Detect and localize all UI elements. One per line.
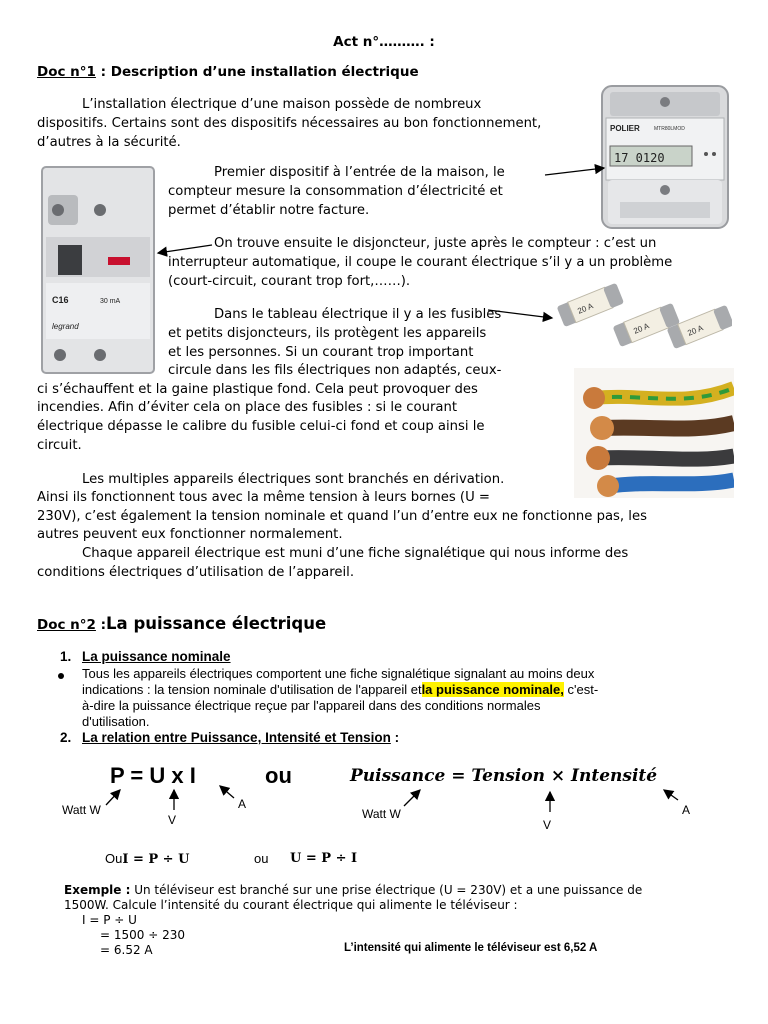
doc1-line: Chaque appareil électrique est muni d’une fiche signalétique qui nous informe des: [82, 546, 629, 561]
breaker-brand: legrand: [52, 322, 79, 331]
breaker-rating: C16: [52, 295, 69, 305]
fuse-label: 20 A: [576, 301, 595, 316]
doc1-line: interrupteur automatique, il coupe le courant électrique s’il y a un problème: [168, 255, 673, 270]
arrow-to-meter: [545, 168, 604, 175]
doc1-line: conditions électriques d’utilisation de l’appareil.: [37, 565, 355, 580]
fuse-label: 20 A: [632, 321, 651, 336]
unit-watt-left: Watt W: [62, 803, 101, 817]
doc1-label: Doc n°1: [37, 64, 96, 80]
doc1-line: Ainsi ils fonctionnent tous avec la même tension à leurs bornes (U =: [37, 490, 490, 505]
page-title: Act n°………. :: [333, 34, 435, 50]
unit-volt-right: V: [543, 818, 552, 832]
meter-display: 17 0120: [614, 151, 665, 165]
bullet-text: indications : la tension nominale d'utilisation de l'appareil et: [82, 682, 422, 697]
formula-main: P = U x I: [110, 763, 196, 788]
calc-step-1: I = P ÷ U: [82, 913, 137, 927]
doc1-sep: :: [95, 64, 111, 80]
alt-formula-i: I = P ÷ U: [122, 852, 190, 867]
arrow-amp-right: [664, 790, 678, 800]
example-line-2: 1500W. Calcule l’intensité du courant électrique qui alimente le téléviseur :: [64, 898, 518, 912]
arrow-to-fuses: [488, 310, 552, 318]
doc1-line: permet d’établir notre facture.: [168, 203, 370, 218]
doc1-line: 230V), c’est également la tension nominale et quand l’un d’entre eux ne fonctionne pas, les: [37, 509, 647, 524]
alt-ou-2: ou: [254, 851, 269, 866]
arrow-to-breaker: [158, 245, 212, 253]
example-label: Exemple :: [64, 883, 131, 897]
bullet-text-end: c'est-: [563, 682, 599, 697]
nominal-power-highlight: la puissance nominale,: [421, 682, 564, 697]
doc1-title: Description d’une installation électrique: [110, 64, 419, 80]
doc1-line: circuit.: [37, 438, 82, 453]
doc1-line: et petits disjoncteurs, ils protègent les appareils: [168, 326, 487, 341]
item1-title: La puissance nominale: [82, 649, 231, 664]
meter-brand: POLIER: [610, 124, 640, 133]
doc1-line: autres peuvent eux fonctionner normalement.: [37, 527, 343, 542]
bullet-line: d'utilisation.: [82, 714, 150, 729]
alt-formula-1: [105, 851, 189, 867]
bullet-line: à-dire la puissance électrique reçue par l'appareil dans des conditions normales: [82, 698, 541, 713]
doc1-line: et les personnes. Si un courant trop important: [168, 345, 474, 360]
breaker-sensitivity: 30 mA: [100, 298, 121, 305]
doc1-line: (court-circuit, courant trop fort,……).: [168, 274, 411, 289]
unit-watt-right: Watt W: [362, 807, 401, 821]
doc1-line: Premier dispositif à l’entrée de la maison, le: [214, 165, 505, 180]
doc1-line: compteur mesure la consommation d’électricité et: [168, 184, 503, 199]
doc2-sep: :: [95, 617, 107, 633]
doc1-line: incendies. Afin d’éviter cela on place des fusibles : si le courant: [37, 400, 457, 415]
fuse-label: 20 A: [686, 323, 705, 338]
calc-step-2: = 1500 ÷ 230: [100, 928, 185, 942]
arrow-watt-left: [106, 790, 120, 805]
unit-volt-left: V: [168, 813, 177, 827]
doc1-line: d’autres à la sécurité.: [37, 135, 181, 150]
doc2-label: Doc n°2: [37, 617, 96, 633]
bullet-line-with-highlight: [82, 682, 598, 698]
doc1-line: ci s’échauffent et la gaine plastique fond. Cela peut provoquer des: [37, 382, 478, 397]
alt-ou-1: Ou: [105, 851, 123, 866]
formula-ou: ou: [265, 763, 292, 788]
bullet-dot: [58, 673, 64, 679]
pointer-arrows: [0, 0, 768, 420]
item2-sep: :: [390, 730, 400, 745]
doc1-line: électrique dépasse le calibre du fusible celui-ci fond et coup ainsi le: [37, 419, 485, 434]
arrow-amp-left: [220, 786, 234, 798]
doc1-line: dispositifs. Certains sont des dispositifs nécessaires au bon fonctionnement,: [37, 116, 542, 131]
doc2-title: La puissance électrique: [106, 614, 327, 633]
doc2-heading: [37, 614, 326, 633]
arrow-watt-right: [404, 790, 420, 806]
formula-words: Puissance = Tension × Intensité: [350, 766, 658, 786]
item1-number: 1.: [60, 649, 72, 664]
alt-formula-u: U = P ÷ I: [290, 851, 358, 866]
doc1-line: circule dans les fils électriques non adaptés, ceux-: [168, 363, 502, 378]
meter-model: MTR80LMOD: [654, 126, 685, 132]
doc1-line: Les multiples appareils électriques sont branchés en dérivation.: [82, 472, 505, 487]
doc1-line: L’installation électrique d’une maison possède de nombreux: [82, 97, 482, 112]
unit-arrows: [0, 780, 768, 830]
example-text: Un téléviseur est branché sur une prise électrique (U = 230V) et a une puissance de: [130, 883, 643, 897]
item2-heading: [82, 730, 399, 745]
doc1-line: On trouve ensuite le disjoncteur, juste après le compteur : c’est un: [214, 236, 657, 251]
item2-number: 2.: [60, 730, 72, 745]
unit-amp-right: A: [682, 803, 691, 817]
item2-title: La relation entre Puissance, Intensité et Tension: [82, 730, 391, 745]
example-line-1: [64, 883, 642, 898]
calc-step-3: = 6.52 A: [100, 943, 153, 957]
doc1-line: Dans le tableau électrique il y a les fusibles: [214, 307, 502, 322]
example-conclusion: L’intensité qui alimente le téléviseur est 6,52 A: [344, 942, 598, 954]
bullet-line: Tous les appareils électriques comportent une fiche signalétique signalant au moins deux: [82, 666, 595, 681]
unit-amp-left: A: [238, 797, 247, 811]
